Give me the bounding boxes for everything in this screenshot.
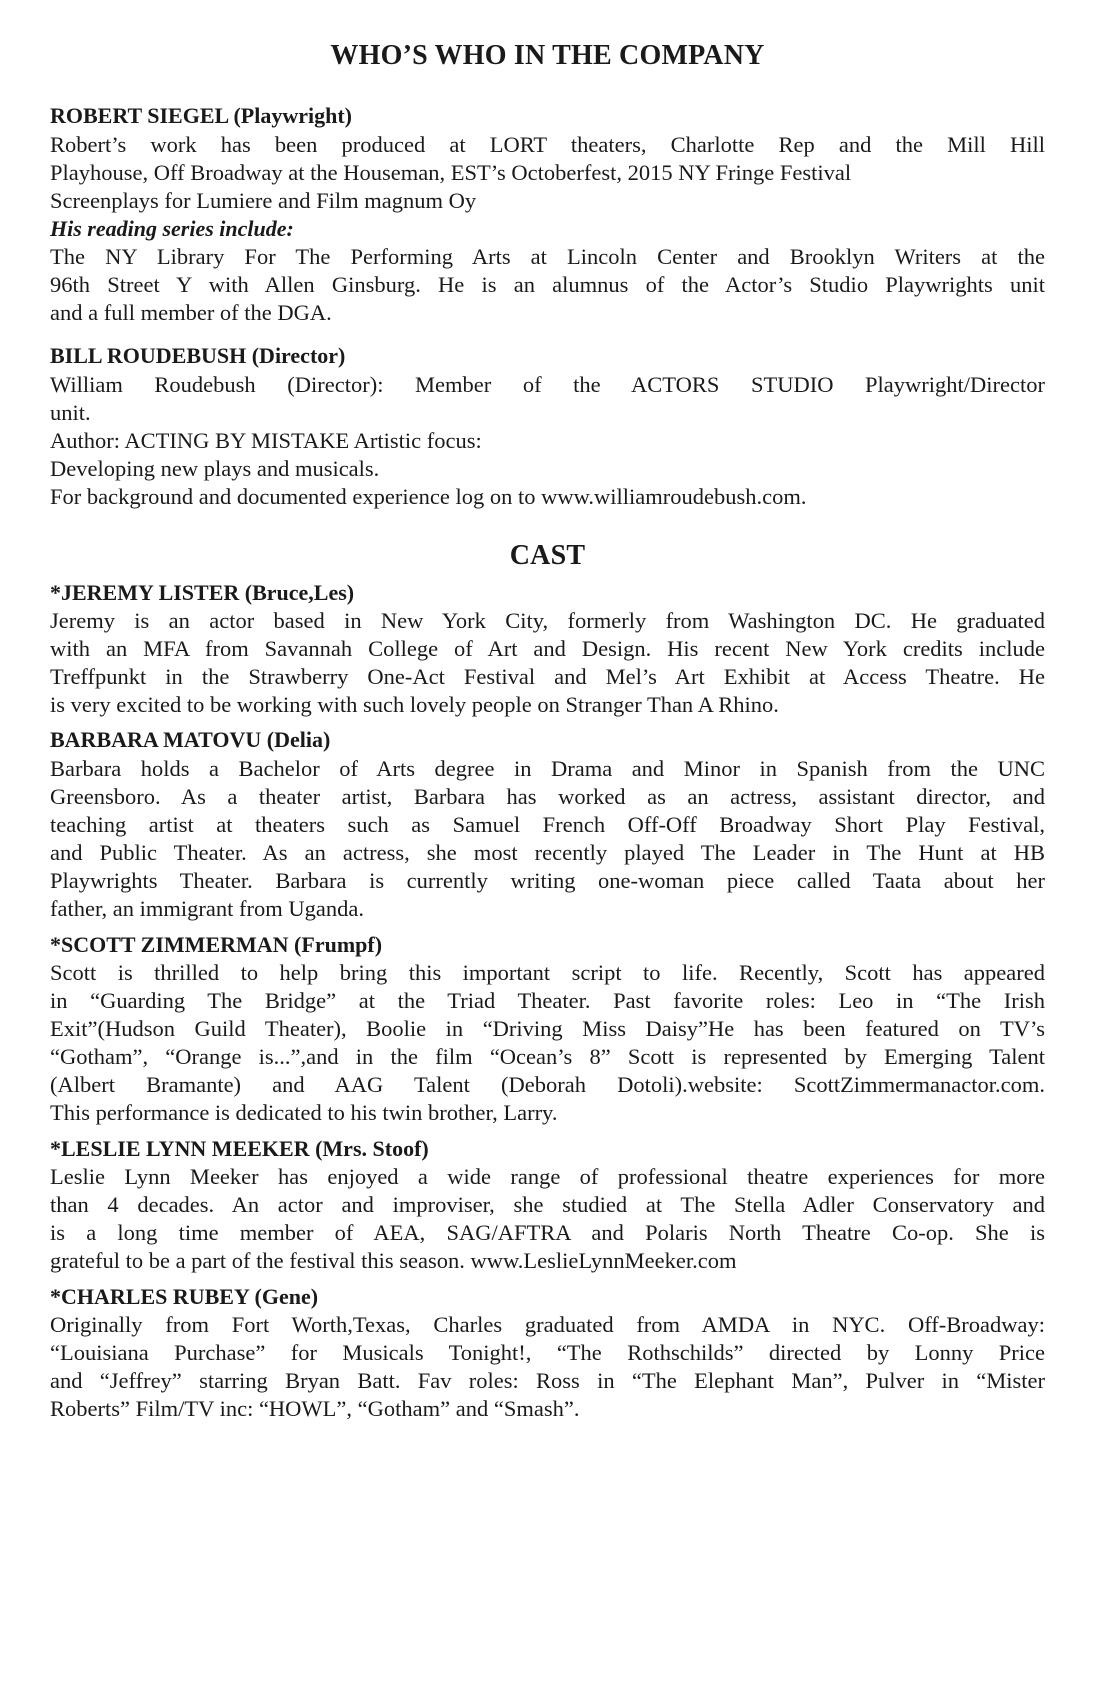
bio-heading: BARBARA MATOVU (Delia) <box>50 727 331 752</box>
bio-heading: *LESLIE LYNN MEEKER (Mrs. Stoof) <box>50 1136 429 1161</box>
bio-line: 96th Street Y with Allen Ginsburg. He is an alumnus of the Actor’s Studio Playwrights unit <box>50 272 1045 297</box>
bio-line: Greensboro. As a theater artist, Barbara has worked as an actress, assistant director, and <box>50 784 1045 809</box>
bio-line: Roberts” Film/TV inc: “HOWL”, “Gotham” and “Smash”. <box>50 1396 580 1421</box>
bio-line: and “Jeffrey” starring Bryan Batt. Fav roles: Ross in “The Elephant Man”, Pulver in “Mister <box>50 1368 1045 1393</box>
bio-line: This performance is dedicated to his twin brother, Larry. <box>50 1100 558 1125</box>
bio-line: Developing new plays and musicals. <box>50 456 380 481</box>
bio-heading: ROBERT SIEGEL (Playwright) <box>50 103 352 128</box>
bio-line: For background and documented experience log on to www.williamroudebush.com. <box>50 484 807 509</box>
bio-line: “Gotham”, “Orange is...”,and in the film “Ocean’s 8” Scott is represented by Emerging Talent <box>50 1044 1045 1069</box>
bio-line: grateful to be a part of the festival this season. www.LeslieLynnMeeker.com <box>50 1248 737 1273</box>
bio-line: and a full member of the DGA. <box>50 300 332 325</box>
bio-line: Originally from Fort Worth,Texas, Charles graduated from AMDA in NYC. Off-Broadway: <box>50 1312 1045 1337</box>
bio-line: Author: ACTING BY MISTAKE Artistic focus: <box>50 428 482 453</box>
cast-title: CAST <box>509 540 586 571</box>
bio-heading: BILL ROUDEBUSH (Director) <box>50 343 346 368</box>
bio-line: Robert’s work has been produced at LORT theaters, Charlotte Rep and the Mill Hill <box>50 132 1045 157</box>
bio-line: Scott is thrilled to help bring this important script to life. Recently, Scott has appeared <box>50 960 1045 985</box>
bio-line: and Public Theater. As an actress, she most recently played The Leader in The Hunt at HB <box>50 840 1045 865</box>
bio-heading: *CHARLES RUBEY (Gene) <box>50 1284 319 1309</box>
bio-line: teaching artist at theaters such as Samuel French Off-Off Broadway Short Play Festival, <box>50 812 1045 837</box>
bio-line: is very excited to be working with such lovely people on Stranger Than A Rhino. <box>50 692 779 717</box>
bio-line: Screenplays for Lumiere and Film magnum Oy <box>50 188 477 213</box>
bio-line: in “Guarding The Bridge” at the Triad Theater. Past favorite roles: Leo in “The Irish <box>50 988 1045 1013</box>
bio-line: The NY Library For The Performing Arts at Lincoln Center and Brooklyn Writers at the <box>50 244 1045 269</box>
bio-line: is a long time member of AEA, SAG/AFTRA and Polaris North Theatre Co-op. She is <box>50 1220 1045 1245</box>
bio-heading: *SCOTT ZIMMERMAN (Frumpf) <box>50 932 383 957</box>
bio-line: “Louisiana Purchase” for Musicals Tonight!, “The Rothschilds” directed by Lonny Price <box>50 1340 1045 1365</box>
bio-line: William Roudebush (Director): Member of the ACTORS STUDIO Playwright/Director <box>50 372 1045 397</box>
bio-heading: *JEREMY LISTER (Bruce,Les) <box>50 580 355 605</box>
bio-subheading: His reading series include: <box>50 216 294 241</box>
bio-line: than 4 decades. An actor and improviser, she studied at The Stella Adler Conservatory and <box>50 1192 1045 1217</box>
bio-line: with an MFA from Savannah College of Art and Design. His recent New York credits include <box>50 636 1045 661</box>
bio-line: Jeremy is an actor based in New York City, formerly from Washington DC. He graduated <box>50 608 1045 633</box>
bio-line: Playhouse, Off Broadway at the Houseman, EST’s Octoberfest, 2015 NY Fringe Festival <box>50 160 852 185</box>
bio-line: (Albert Bramante) and AAG Talent (Deborah Dotoli).website: ScottZimmermanactor.com. <box>50 1072 1045 1097</box>
bio-line: unit. <box>50 400 91 425</box>
bio-line: Exit”(Hudson Guild Theater), Boolie in “Driving Miss Daisy”He has been featured on TV’s <box>50 1016 1045 1041</box>
bio-line: Leslie Lynn Meeker has enjoyed a wide range of professional theatre experiences for more <box>50 1164 1045 1189</box>
page-title: WHO’S WHO IN THE COMPANY <box>330 40 765 71</box>
bio-line: Playwrights Theater. Barbara is currently writing one-woman piece called Taata about her <box>50 868 1045 893</box>
bio-line: Barbara holds a Bachelor of Arts degree in Drama and Minor in Spanish from the UNC <box>50 756 1045 781</box>
bio-line: father, an immigrant from Uganda. <box>50 896 364 921</box>
bio-line: Treffpunkt in the Strawberry One-Act Festival and Mel’s Art Exhibit at Access Theatre. He <box>50 664 1045 689</box>
